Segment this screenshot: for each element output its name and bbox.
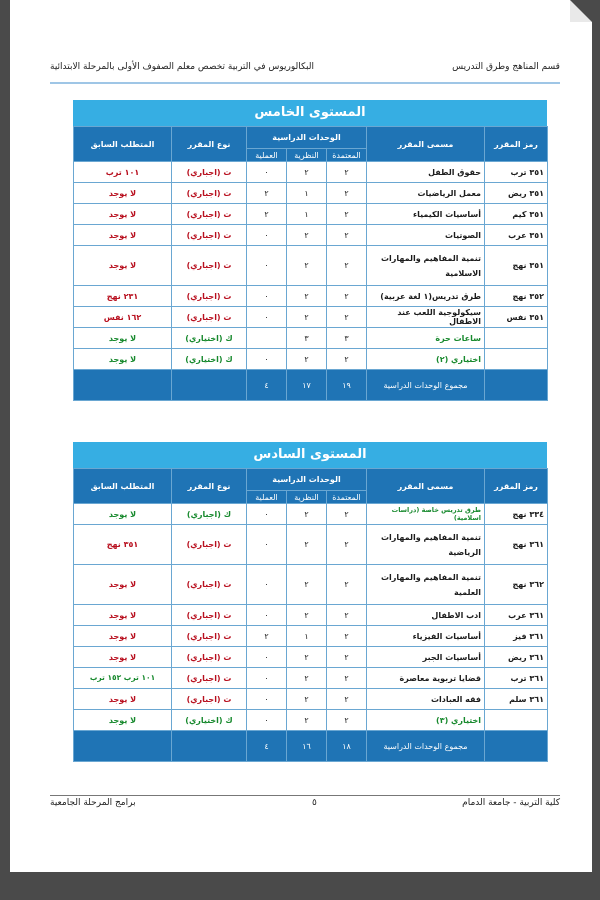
col-practical: العملية — [247, 149, 287, 162]
page-header — [50, 62, 560, 78]
course-name: ادب الاطفال — [367, 605, 485, 626]
course-name: طرق تدريس خاصة (دراسات اسلامية) — [367, 504, 485, 525]
approved-units: ٢ — [327, 349, 367, 370]
col-code: رمز المقرر — [485, 127, 548, 162]
prerequisite: لا يوجد — [74, 689, 172, 710]
header-department: قسم المناهج وطرق التدريس — [452, 62, 560, 72]
practical-units: ٠ — [247, 668, 287, 689]
col-prereq: المتطلب السابق — [74, 469, 172, 504]
table-row — [74, 183, 548, 204]
course-name: سيكولوجية اللعب عند الاطفال — [367, 307, 485, 328]
course-type: ت (اجباري) — [172, 525, 247, 565]
table-row — [74, 647, 548, 668]
course-code: ٣٥١ كيم — [485, 204, 548, 225]
table-row — [74, 246, 548, 286]
course-code: ٣٦١ عرب — [485, 605, 548, 626]
practical-units: ٠ — [247, 689, 287, 710]
table-row — [74, 565, 548, 605]
course-type: ت (اجباري) — [172, 246, 247, 286]
approved-units: ٢ — [327, 183, 367, 204]
total-approved: ١٩ — [327, 370, 367, 401]
approved-units: ٢ — [327, 286, 367, 307]
prerequisite: لا يوجد — [74, 626, 172, 647]
col-theory: النظرية — [287, 491, 327, 504]
footer-college: كلية التربية - جامعة الدمام — [462, 798, 560, 808]
course-type: ك (اختياري) — [172, 349, 247, 370]
course-type: ك (اختياري) — [172, 710, 247, 731]
approved-units: ٢ — [327, 647, 367, 668]
approved-units: ٢ — [327, 626, 367, 647]
table-row — [74, 225, 548, 246]
total-practical: ٤ — [247, 370, 287, 401]
course-type: ت (اجباري) — [172, 162, 247, 183]
total-theory: ١٧ — [287, 370, 327, 401]
course-type: ت (اجباري) — [172, 605, 247, 626]
table-row — [74, 710, 548, 731]
prerequisite: لا يوجد — [74, 349, 172, 370]
theory-units: ٢ — [287, 307, 327, 328]
col-theory: النظرية — [287, 149, 327, 162]
theory-units: ٢ — [287, 504, 327, 525]
approved-units: ٢ — [327, 668, 367, 689]
approved-units: ٢ — [327, 689, 367, 710]
course-name: تنمية المفاهيم والمهارات العلمية — [367, 565, 485, 605]
prerequisite: لا يوجد — [74, 246, 172, 286]
total-approved: ١٨ — [327, 731, 367, 762]
level-6-total-row — [74, 731, 548, 762]
theory-units: ٢ — [287, 668, 327, 689]
practical-units: ٢ — [247, 626, 287, 647]
prerequisite: ١٦٢ نفس — [74, 307, 172, 328]
course-code: ٣٣٤ نهج — [485, 504, 548, 525]
course-code: ٣٦١ فيز — [485, 626, 548, 647]
course-code: ٣٥١ نهج — [485, 246, 548, 286]
course-name: تنمية المفاهيم والمهارات الاسلامية — [367, 246, 485, 286]
course-name: حقوق الطفل — [367, 162, 485, 183]
table-row — [74, 626, 548, 647]
practical-units: ٠ — [247, 504, 287, 525]
practical-units: ٠ — [247, 605, 287, 626]
practical-units: ٢ — [247, 183, 287, 204]
header-rule — [50, 82, 560, 84]
approved-units: ٢ — [327, 225, 367, 246]
course-type: ت (اجباري) — [172, 225, 247, 246]
course-code — [485, 328, 548, 349]
course-code — [485, 349, 548, 370]
document-page — [10, 0, 592, 872]
course-name: اختياري (٢) — [367, 349, 485, 370]
theory-units: ١ — [287, 183, 327, 204]
course-type: ك (اجباري) — [172, 504, 247, 525]
level-6-section — [73, 442, 547, 762]
theory-units: ٢ — [287, 162, 327, 183]
theory-units: ٢ — [287, 525, 327, 565]
table-row — [74, 525, 548, 565]
approved-units: ٢ — [327, 162, 367, 183]
col-name: مسمى المقرر — [367, 127, 485, 162]
approved-units: ٢ — [327, 504, 367, 525]
course-name: أساسيات الجبر — [367, 647, 485, 668]
total-label: مجموع الوحدات الدراسية — [367, 731, 485, 762]
prerequisite: ٣٥١ نهج — [74, 525, 172, 565]
course-type: ت (اجباري) — [172, 204, 247, 225]
theory-units: ٢ — [287, 710, 327, 731]
prerequisite: لا يوجد — [74, 605, 172, 626]
course-type: ت (اجباري) — [172, 647, 247, 668]
theory-units: ١ — [287, 626, 327, 647]
practical-units — [247, 328, 287, 349]
col-type: نوع المقرر — [172, 469, 247, 504]
approved-units: ٢ — [327, 565, 367, 605]
course-code — [485, 710, 548, 731]
course-name: الصوتيات — [367, 225, 485, 246]
table-row — [74, 307, 548, 328]
course-code: ٣٦٢ نهج — [485, 565, 548, 605]
prerequisite: ١٠١ ترب ١٥٢ ترب — [74, 668, 172, 689]
prerequisite: لا يوجد — [74, 328, 172, 349]
prerequisite: لا يوجد — [74, 565, 172, 605]
course-type: ت (اجباري) — [172, 689, 247, 710]
practical-units: ٠ — [247, 349, 287, 370]
course-type: ت (اجباري) — [172, 307, 247, 328]
course-type: ت (اجباري) — [172, 565, 247, 605]
prerequisite: لا يوجد — [74, 183, 172, 204]
course-name: تنمية المفاهيم والمهارات الرياضية — [367, 525, 485, 565]
col-units: الوحدات الدراسية — [247, 127, 367, 149]
approved-units: ٢ — [327, 525, 367, 565]
prerequisite: ١٠١ ترب — [74, 162, 172, 183]
course-code: ٣٥٢ نهج — [485, 286, 548, 307]
course-name: فقه العبادات — [367, 689, 485, 710]
total-label: مجموع الوحدات الدراسية — [367, 370, 485, 401]
col-code: رمز المقرر — [485, 469, 548, 504]
practical-units: ٠ — [247, 710, 287, 731]
total-theory: ١٦ — [287, 731, 327, 762]
theory-units: ٢ — [287, 605, 327, 626]
course-type: ت (اجباري) — [172, 183, 247, 204]
header-program: البكالوريوس في التربية تخصص معلم الصفوف الأولى بالمرحلة الابتدائية — [50, 62, 314, 72]
course-code: ٣٥١ نفس — [485, 307, 548, 328]
table-row — [74, 162, 548, 183]
level-5-table — [73, 126, 548, 401]
practical-units: ٠ — [247, 307, 287, 328]
col-type: نوع المقرر — [172, 127, 247, 162]
course-type: ت (اجباري) — [172, 286, 247, 307]
col-approved: المعتمدة — [327, 149, 367, 162]
col-units: الوحدات الدراسية — [247, 469, 367, 491]
course-code: ٣٦١ سلم — [485, 689, 548, 710]
course-name: ساعات حرة — [367, 328, 485, 349]
col-approved: المعتمدة — [327, 491, 367, 504]
prerequisite: ٢٣١ نهج — [74, 286, 172, 307]
course-code: ٣٥١ عرب — [485, 225, 548, 246]
theory-units: ٢ — [287, 565, 327, 605]
approved-units: ٢ — [327, 605, 367, 626]
theory-units: ٢ — [287, 246, 327, 286]
table-row — [74, 689, 548, 710]
course-name: أساسيات الفيزياء — [367, 626, 485, 647]
prerequisite: لا يوجد — [74, 504, 172, 525]
practical-units: ٠ — [247, 565, 287, 605]
table-row — [74, 504, 548, 525]
course-name: طرق تدريس(١ لغة عربية) — [367, 286, 485, 307]
total-practical: ٤ — [247, 731, 287, 762]
footer-rule — [50, 795, 560, 796]
level-6-title: المستوى السادس — [73, 442, 547, 468]
approved-units: ٢ — [327, 710, 367, 731]
course-code: ٣٦١ نهج — [485, 525, 548, 565]
approved-units: ٢ — [327, 204, 367, 225]
practical-units: ٠ — [247, 286, 287, 307]
prerequisite: لا يوجد — [74, 710, 172, 731]
prerequisite: لا يوجد — [74, 647, 172, 668]
level-6-rows — [74, 504, 548, 731]
page-number: ٥ — [312, 798, 317, 808]
practical-units: ٠ — [247, 225, 287, 246]
prerequisite: لا يوجد — [74, 225, 172, 246]
practical-units: ٠ — [247, 246, 287, 286]
course-type: ك (اختياري) — [172, 328, 247, 349]
level-6-table — [73, 468, 548, 762]
course-name: اختياري (٣) — [367, 710, 485, 731]
theory-units: ٣ — [287, 328, 327, 349]
table-row — [74, 349, 548, 370]
table-row — [74, 605, 548, 626]
theory-units: ٢ — [287, 225, 327, 246]
theory-units: ٢ — [287, 349, 327, 370]
course-type: ت (اجباري) — [172, 626, 247, 647]
practical-units: ٠ — [247, 647, 287, 668]
course-code: ٣٦١ ترب — [485, 668, 548, 689]
course-code: ٣٥١ ترب — [485, 162, 548, 183]
page-fold-corner — [570, 0, 592, 22]
practical-units: ٠ — [247, 162, 287, 183]
level-5-title: المستوى الخامس — [73, 100, 547, 126]
practical-units: ٢ — [247, 204, 287, 225]
approved-units: ٢ — [327, 246, 367, 286]
practical-units: ٠ — [247, 525, 287, 565]
level-5-rows — [74, 162, 548, 370]
table-row — [74, 668, 548, 689]
theory-units: ٢ — [287, 286, 327, 307]
level-5-section — [73, 100, 547, 401]
course-code: ٣٥١ ريض — [485, 183, 548, 204]
theory-units: ١ — [287, 204, 327, 225]
level-5-total-row — [74, 370, 548, 401]
prerequisite: لا يوجد — [74, 204, 172, 225]
course-name: قضايا تربوية معاصرة — [367, 668, 485, 689]
approved-units: ٢ — [327, 307, 367, 328]
course-code: ٣٦١ ريض — [485, 647, 548, 668]
footer-program: برامج المرحلة الجامعية — [50, 798, 136, 808]
table-row — [74, 204, 548, 225]
theory-units: ٢ — [287, 689, 327, 710]
theory-units: ٢ — [287, 647, 327, 668]
col-name: مسمى المقرر — [367, 469, 485, 504]
course-name: أساسيات الكيمياء — [367, 204, 485, 225]
page-footer — [50, 798, 560, 812]
course-type: ت (اجباري) — [172, 668, 247, 689]
approved-units: ٣ — [327, 328, 367, 349]
table-row — [74, 328, 548, 349]
col-practical: العملية — [247, 491, 287, 504]
col-prereq: المتطلب السابق — [74, 127, 172, 162]
course-name: معمل الرياضيات — [367, 183, 485, 204]
table-row — [74, 286, 548, 307]
